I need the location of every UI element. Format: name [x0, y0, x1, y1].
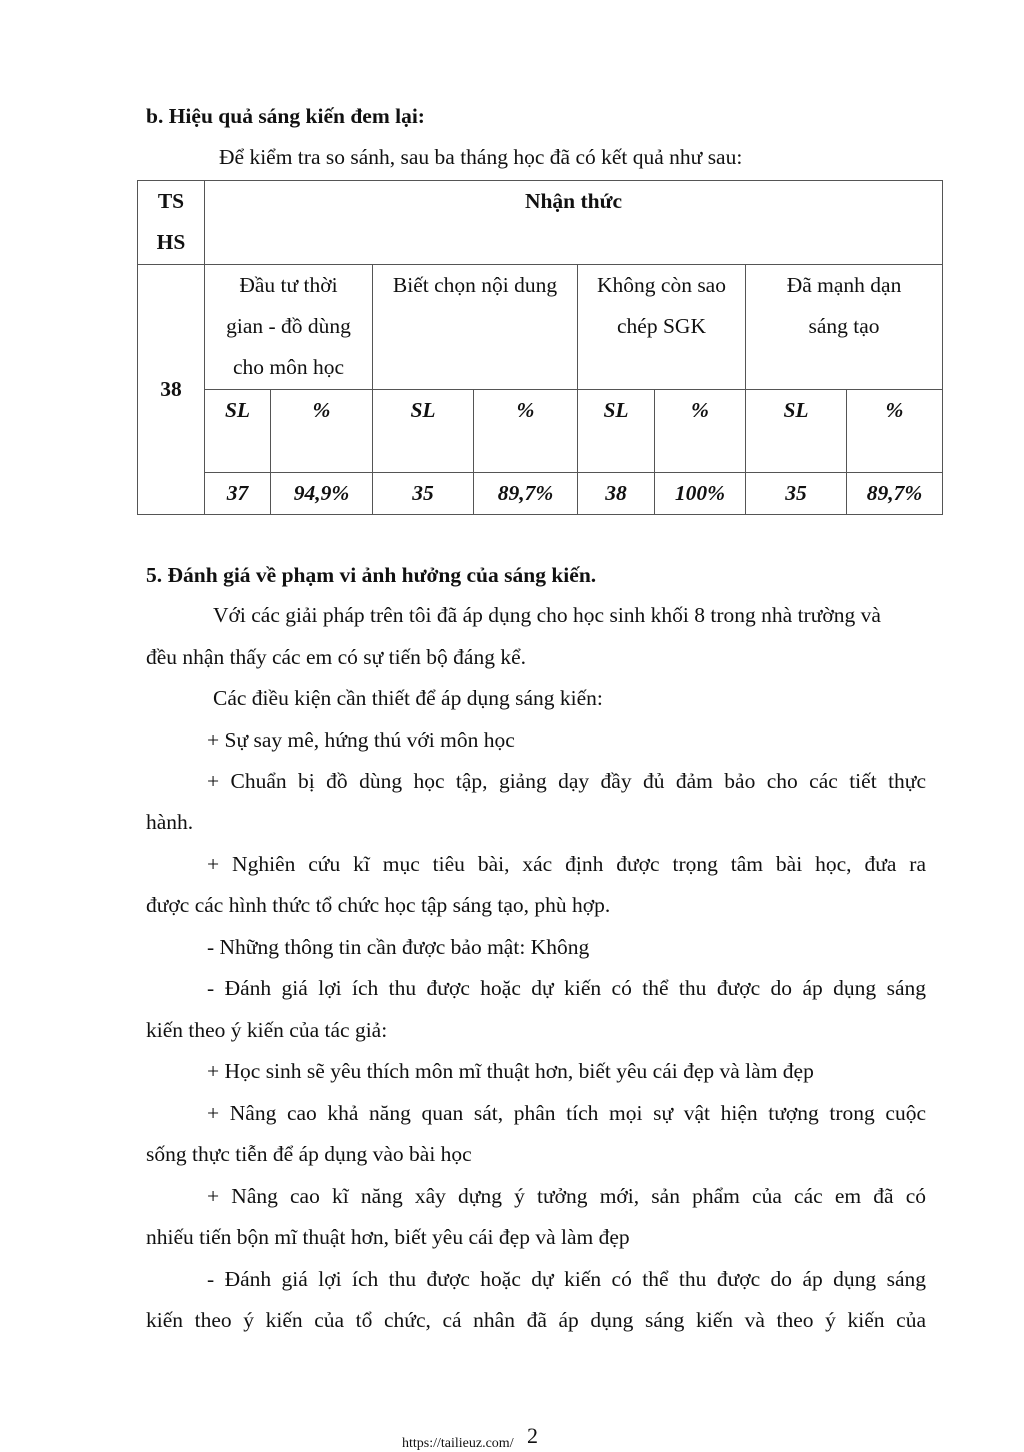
paragraph-line: kiến theo ý kiến của tổ chức, cá nhân đã áp dụng sáng kiến và theo ý kiến của: [146, 1308, 926, 1332]
paragraph-line: sống thực tiễn để áp dụng vào bài học: [146, 1142, 472, 1166]
group-header: Biết chọn nội dung: [373, 265, 578, 390]
paragraph-line: nhiếu tiến bộn mĩ thuật hơn, biết yêu cái đẹp và làm đẹp: [146, 1225, 630, 1249]
value-cell: 35: [373, 473, 474, 515]
sub-header-percent: %: [847, 390, 943, 473]
sub-header-sl: SL: [373, 390, 474, 473]
sub-header-percent: %: [655, 390, 746, 473]
intro-text: Để kiểm tra so sánh, sau ba tháng học đã có kết quả như sau:: [219, 145, 743, 169]
section-b-heading: b. Hiệu quả sáng kiến đem lại:: [146, 104, 425, 128]
paragraph-line: + Nâng cao kĩ năng xây dựng ý tưởng mới, sản phẩm của các em đã có: [207, 1184, 926, 1208]
nhan-thuc-header: Nhận thức: [205, 181, 943, 265]
paragraph-line: đều nhận thấy các em có sự tiến bộ đáng kể.: [146, 645, 527, 669]
footer-url[interactable]: https://tailieuz.com/: [402, 1436, 514, 1451]
paragraph-line: + Học sinh sẽ yêu thích môn mĩ thuật hơn, biết yêu cái đẹp và làm đẹp: [207, 1059, 814, 1083]
value-cell: 89,7%: [847, 473, 943, 515]
group-header: Đã mạnh dạn sáng tạo: [746, 265, 943, 390]
value-cell: 100%: [655, 473, 746, 515]
section-5-heading: 5. Đánh giá về phạm vi ảnh hưởng của sáng kiến.: [146, 563, 597, 587]
sub-header-sl: SL: [746, 390, 847, 473]
ts-hs-header: TS HS: [138, 181, 205, 265]
value-cell: 38: [578, 473, 655, 515]
group-header: Không còn sao chép SGK: [578, 265, 746, 390]
results-table: [137, 180, 943, 515]
paragraph-line: + Nghiên cứu kĩ mục tiêu bài, xác định được trọng tâm bài học, đưa ra: [207, 852, 926, 876]
paragraph-line: kiến theo ý kiến của tác giả:: [146, 1018, 388, 1042]
sub-header-percent: %: [271, 390, 373, 473]
paragraph-line: + Sự say mê, hứng thú với môn học: [207, 728, 515, 752]
sub-header-percent: %: [474, 390, 578, 473]
sub-header-sl: SL: [205, 390, 271, 473]
sub-header-sl: SL: [578, 390, 655, 473]
paragraph-line: Với các giải pháp trên tôi đã áp dụng cho học sinh khối 8 trong nhà trường và: [213, 603, 881, 627]
total-students: 38: [138, 265, 205, 515]
paragraph-line: - Những thông tin cần được bảo mật: Không: [207, 935, 590, 959]
value-cell: 89,7%: [474, 473, 578, 515]
paragraph-line: + Chuẩn bị đồ dùng học tập, giảng dạy đầy đủ đảm bảo cho các tiết thực: [207, 769, 926, 793]
paragraph-line: được các hình thức tổ chức học tập sáng tạo, phù hợp.: [146, 893, 611, 917]
value-cell: 35: [746, 473, 847, 515]
paragraph-line: + Nâng cao khả năng quan sát, phân tích mọi sự vật hiện tượng trong cuộc: [207, 1101, 926, 1125]
paragraph-line: - Đánh giá lợi ích thu được hoặc dự kiến có thể thu được do áp dụng sáng: [207, 1267, 926, 1291]
value-cell: 94,9%: [271, 473, 373, 515]
value-cell: 37: [205, 473, 271, 515]
group-header: Đầu tư thời gian - đồ dùng cho môn học: [205, 265, 373, 390]
paragraph-line: - Đánh giá lợi ích thu được hoặc dự kiến có thể thu được do áp dụng sáng: [207, 976, 926, 1000]
paragraph-line: Các điều kiện cần thiết để áp dụng sáng kiến:: [213, 686, 603, 710]
paragraph-line: hành.: [146, 810, 194, 834]
page-number: 2: [527, 1423, 538, 1448]
